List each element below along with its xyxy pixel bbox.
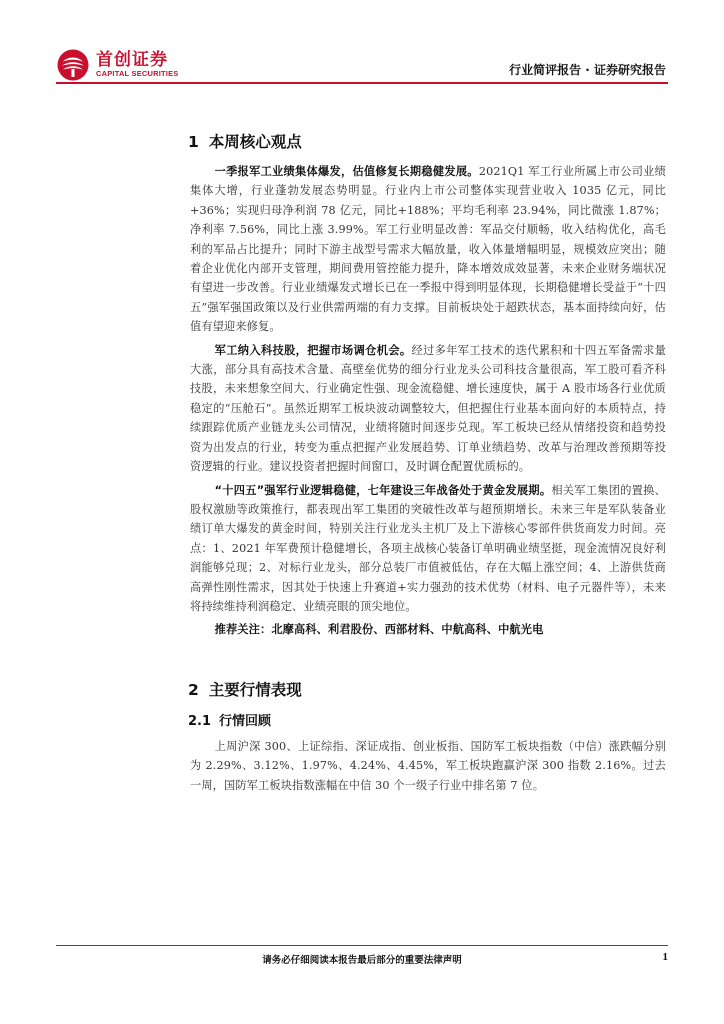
paragraph-five-year-plan xyxy=(190,481,666,617)
paragraph-lead: 军工纳入科技股，把握市场调仓机会。 xyxy=(214,343,412,357)
paragraph-market-review xyxy=(190,737,666,795)
report-type-label: 行业简评报告 · 证券研究报告 xyxy=(509,63,666,77)
section-1-heading xyxy=(188,130,666,152)
brand-name-cn: 首创证券 xyxy=(96,50,168,70)
header-divider xyxy=(56,82,668,84)
page-header xyxy=(0,0,724,90)
company-logo xyxy=(56,48,179,82)
section-number: 2 xyxy=(188,680,199,699)
capital-securities-logo-icon xyxy=(56,48,90,82)
paragraph-lead: 一季报军工业绩集体爆发，估值修复长期稳健发展。 xyxy=(214,165,479,178)
section-title: 主要行情表现 xyxy=(208,680,302,699)
paragraph-earnings xyxy=(190,162,666,337)
paragraph-text: 经过多年军工技术的迭代累积和十四五军备需求量大涨，部分具有高技术含量、高壁垒优势的细分行业龙头公司科技含量很高，军工股可看齐科技股，未来想象空间大、行业确定性强、现金流稳健、增长速度快，属于 A 股市场各行业优质稳定的“压舱石”。虽然近期军工板块波动调整较大，但把握住行业基本面向好的本质特点，持续跟踪优质产业链龙头公司情况，业绩将随时间逐步兑现。军工板块已经从情绪投资和趋势投资为出发点的行业，转变为重点把握产业发展趋势、订单业绩趋势、改革与治理改善预期等投资逻辑的行业。建议投资者把握时间窗口，及时调仓配置优质标的。 xyxy=(190,343,666,474)
subsection-number: 2.1 xyxy=(188,713,212,729)
section-2-heading xyxy=(188,678,666,700)
paragraph-text: 相关军工集团的置换、股权激励等政策推行，都表现出军工集团的突破性改革与超预期增长。未来三年是军队装备业绩订单大爆发的黄金时间，特别关注行业龙头主机厂及上下游核心零部件供货商发力时间。亮点：1、2021 年军费预计稳健增长，各项主战核心装备订单明确业绩坚挺，现金流情况良好利润能够兑现；2、对标行业龙头，部分总装厂市值被低估，存在大幅上涨空间；4、上游供货商高弹性刚性需求，因其处于快速上升赛道+实力强劲的技术优势（材料、电子元器件等），未来将持续维持利润稳定、业绩亮眼的顶尖地位。 xyxy=(190,483,666,613)
paragraph-text: 2021Q1 军工行业所属上市公司业绩集体大增，行业蓬勃发展态势明显。行业内上市公司整体实现营业收入 1035 亿元，同比+36%；实现归母净利润 78 亿元，同比+188%；平均毛利率 23.94%，同比微涨 1.87%；净利率 7.56%，同比上涨 3.99%。军工行业明显改善：军品交付顺畅，收入结构优化，高毛利的军品占比提升；同时下游主战型号需求大幅放量，收入体量增幅明显，规模效应突出；随着企业优化内部开支管理，期间费用管控能力提升，降本增效成效显著，未来企业财务端状况有望进一步改善。行业业绩爆发式增长已在一季报中得到明显体现，长期稳健增长受益于“十四五”强军强国政策以及行业供需两端的有力支撑。目前板块处于超跌状态，基本面持续向好，估值有望迎来修复。 xyxy=(190,165,667,334)
recommendation-text: 推荐关注：北摩高科、利君股份、西部材料、中航高科、中航光电 xyxy=(214,623,544,637)
paragraph-text: 上周沪深 300、上证综指、深证成指、创业板指、国防军工板块指数（中信）涨跌幅分别为 2.29%、3.12%、1.97%、4.24%、4.45%，军工板块跑赢沪深 300 指数 2.16%。过去一周，国防军工板块指数涨幅在中信 30 个一级子行业中排名第 7 位。 xyxy=(190,739,666,792)
subsection-2-1-heading xyxy=(188,710,666,729)
footer-divider xyxy=(56,945,668,946)
section-number: 1 xyxy=(188,133,199,151)
section-title: 本周核心观点 xyxy=(208,133,302,151)
paragraph-tech-stocks xyxy=(190,341,666,477)
subsection-title: 行情回顾 xyxy=(219,713,272,729)
paragraph-lead: “十四五”强军行业逻辑稳健，七年建设三年战备处于黄金发展期。 xyxy=(214,483,552,497)
recommendation-line xyxy=(190,620,666,639)
page-number: 1 xyxy=(662,951,668,963)
brand-name-en: CAPITAL SECURITIES xyxy=(96,69,179,78)
report-body xyxy=(190,130,666,799)
legal-notice: 请务必仔细阅读本报告最后部分的重要法律声明 xyxy=(262,955,462,966)
